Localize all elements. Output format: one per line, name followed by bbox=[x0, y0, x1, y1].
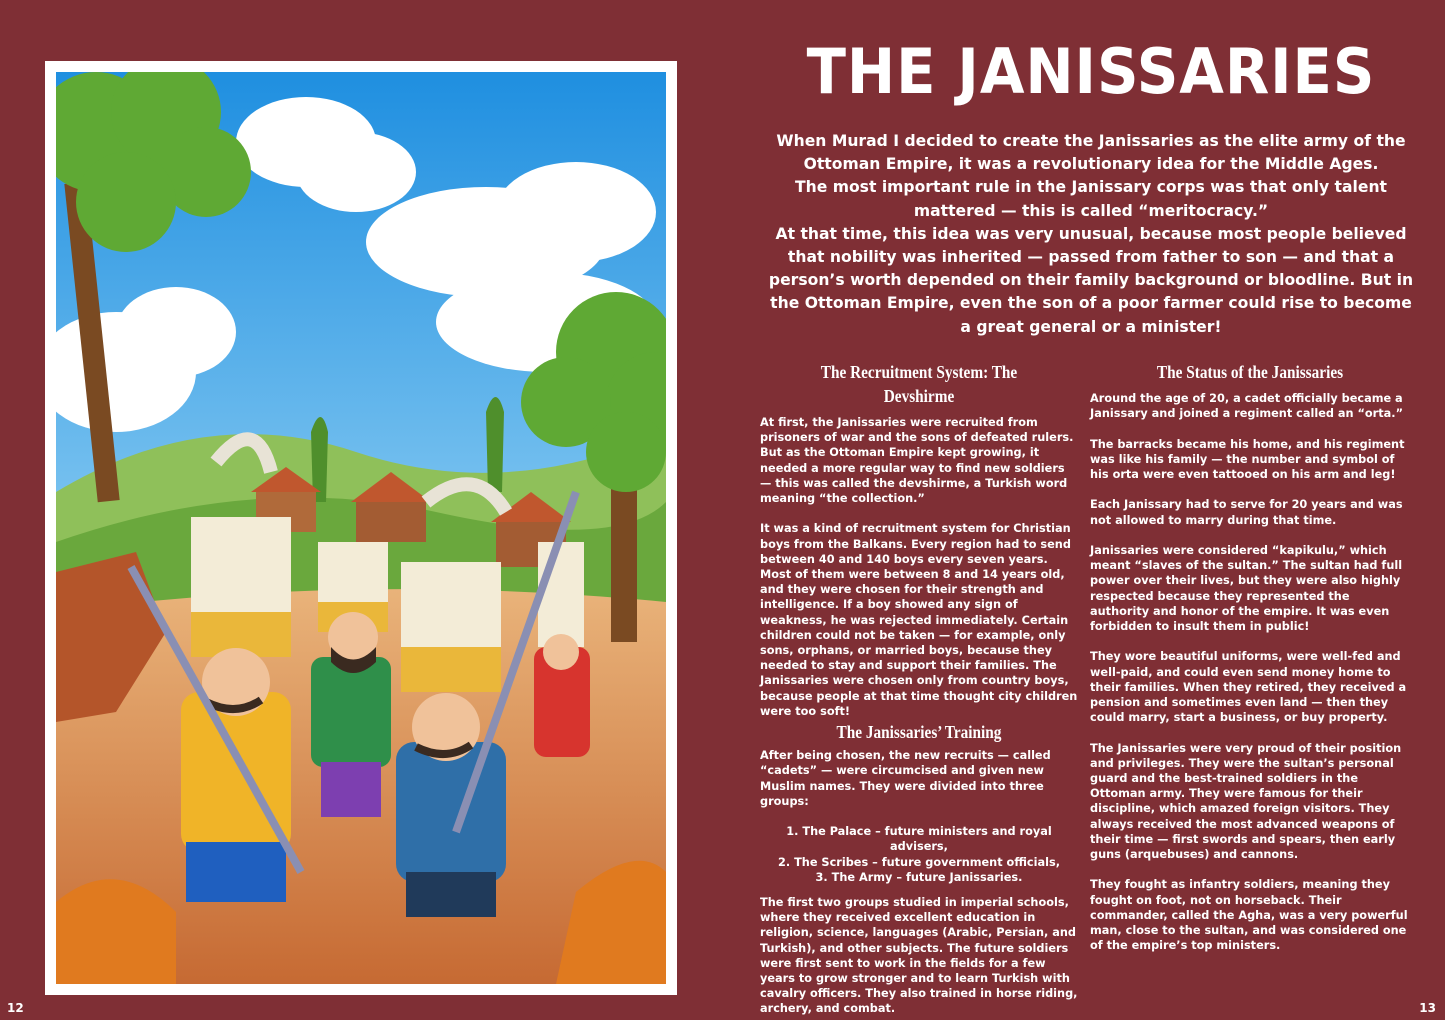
status-paragraph: They wore beautiful uniforms, were well-fed and well-paid, and could even send money home to their families. When they retired, they received a pension and sometimes even land — then they could marry, start a business, or buy property. bbox=[1090, 650, 1407, 725]
page-number-right: 13 bbox=[1419, 1001, 1436, 1015]
page-number-left: 12 bbox=[7, 1001, 24, 1015]
left-column bbox=[760, 360, 1078, 1020]
training-groups-list bbox=[760, 824, 1078, 885]
training-intro: After being chosen, the new recruits — called “cadets” — were circumcised and given new Muslim names. They were divided into three groups: bbox=[760, 749, 1051, 808]
right-column bbox=[1090, 360, 1410, 969]
janissaries-illustration bbox=[56, 72, 666, 984]
training-outro: The first two groups studied in imperial schools, where they received excellent education in religion, science, languages (Arabic, Persian, and Turkish), and other subjects. The future soldiers were first sent to work in the fields for a few years to grow stronger and to learn Turkish with cavalry officers. They also trained in horse riding, archery, and combat. bbox=[760, 896, 1078, 1016]
recruitment-paragraph: It was a kind of recruitment system for Christian boys from the Balkans. Every region had to send between 40 and 140 boys every seven years. Most of them were between 8 and 14 years old, and they were chosen for their strength and intelligence. If a boy showed any sign of weakness, he was rejected immediately. Certain children could not be taken — for example, only sons, orphans, or married boys, because they needed to stay and support their families. The Janissaries were chosen only from country boys, because people at that time thought city children were too soft! bbox=[760, 522, 1078, 718]
list-item: 2. The Scribes – future government officials, bbox=[778, 855, 1060, 869]
intro-paragraph: At that time, this idea was very unusual, because most people believed that nobility was inherited — passed from father to son — and that a person’s worth depended on their family background or bloodline. But in the Ottoman Empire, even the son of a poor farmer could rise to become a great general or a minister! bbox=[768, 224, 1414, 336]
status-paragraph: Around the age of 20, a cadet officially became a Janissary and joined a regiment called an “orta.” bbox=[1090, 392, 1403, 421]
recruitment-heading: The Recruitment System: The Devshirme bbox=[820, 362, 1018, 406]
status-paragraph: The Janissaries were very proud of their position and privileges. They were the sultan’s personal guard and the best-trained soldiers in the Ottoman army. They were famous for their discipline, which amazed foreign visitors. They always received the most advanced weapons of their time — first swords and spears, then early guns (arquebuses) and cannons. bbox=[1090, 741, 1402, 862]
recruitment-paragraph: At first, the Janissaries were recruited from prisoners of war and the sons of defeated rulers. But as the Ottoman Empire kept growing, it needed a more regular way to find new soldiers — this was called the devshirme, a Turkish word meaning “the collection.” bbox=[760, 416, 1074, 506]
list-item: 1. The Palace – future ministers and royal advisers, bbox=[786, 825, 1052, 854]
status-paragraph: Each Janissary had to serve for 20 years and was not allowed to marry during that time. bbox=[1090, 498, 1403, 527]
status-heading: The Status of the Janissaries bbox=[1156, 362, 1344, 382]
illustration-frame bbox=[45, 61, 677, 995]
text-page bbox=[756, 0, 1426, 1020]
intro-text bbox=[766, 130, 1416, 339]
status-paragraph: They fought as infantry soldiers, meaning they fought on foot, not on horseback. Their commander, called the Agha, was a very powerful man, close to the sultan, and was considered one of the empire’s top ministers. bbox=[1090, 878, 1408, 953]
training-heading: The Janissaries’ Training bbox=[836, 722, 1002, 743]
status-paragraph: Janissaries were considered “kapikulu,” which meant “slaves of the sultan.” The sultan had full power over their lives, but they were also highly respected because they represented the authority and honor of the empire. It was even forbidden to insult them in public! bbox=[1090, 543, 1403, 633]
intro-paragraph: The most important rule in the Janissary corps was that only talent mattered — this is called “meritocracy.” bbox=[794, 178, 1388, 220]
page-title: THE JANISSARIES bbox=[806, 35, 1376, 108]
status-paragraph: The barracks became his home, and his regiment was like his family — the number and symbol of his orta were even tattooed on his arm and leg! bbox=[1090, 437, 1405, 481]
list-item: 3. The Army – future Janissaries. bbox=[815, 870, 1023, 884]
intro-paragraph: When Murad I decided to create the Janissaries as the elite army of the Ottoman Empire, it was a revolutionary idea for the Middle Ages. bbox=[776, 132, 1406, 174]
